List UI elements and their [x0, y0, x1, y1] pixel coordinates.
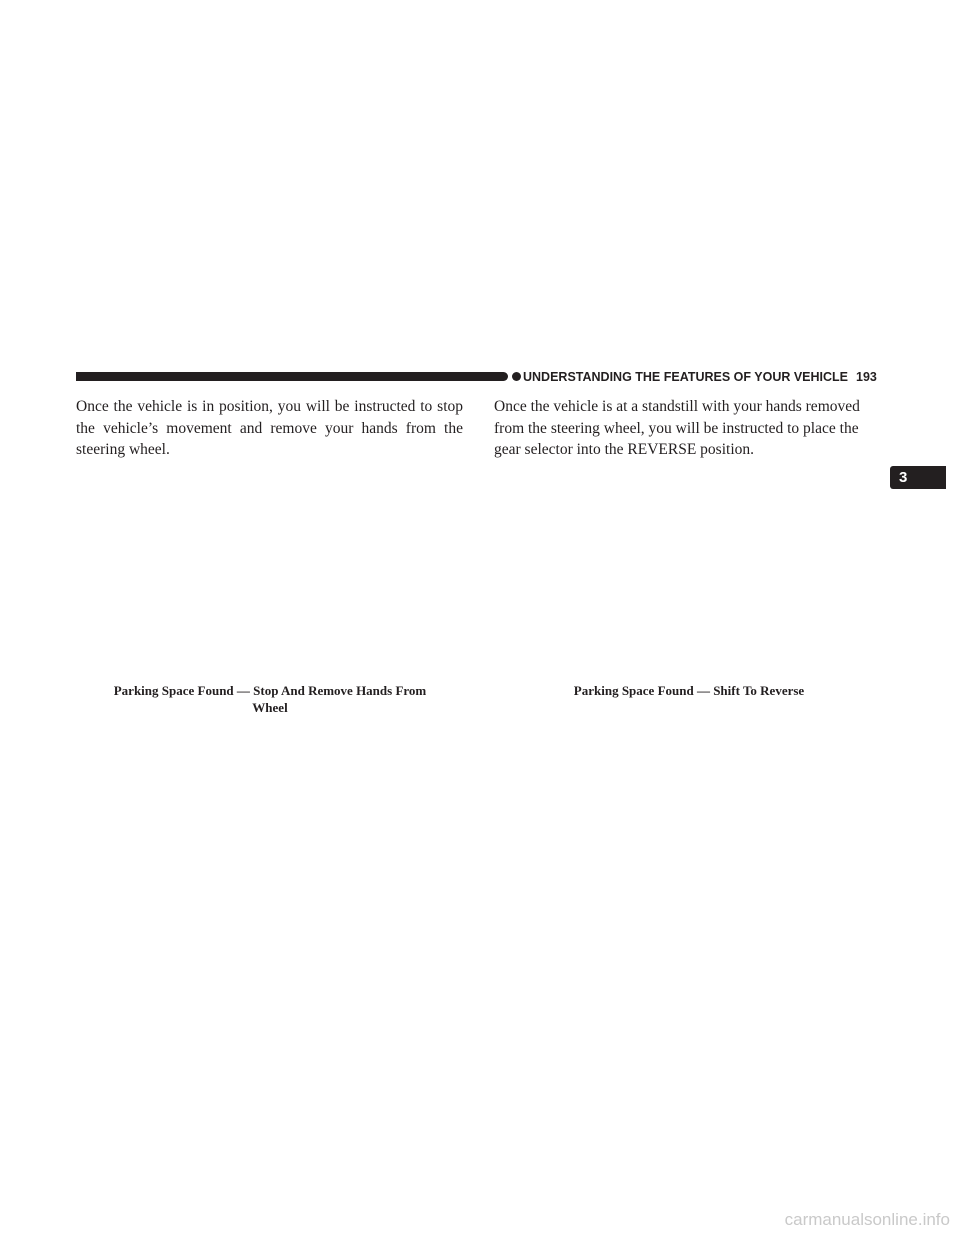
right-figure-caption: Parking Space Found — Shift To Reverse	[573, 683, 805, 698]
left-caption-line-1: Parking Space Found — Stop And Remove Hands From	[113, 683, 427, 698]
page-number: 193	[856, 370, 877, 384]
left-column-paragraph: Once the vehicle is in position, you will be instructed to stop the vehicle’s movement and remove your hands from the steering wheel.	[76, 398, 463, 458]
header-rule-dot	[512, 372, 521, 381]
running-header	[523, 369, 883, 385]
left-figure-caption	[76, 682, 464, 716]
left-caption-line-2: Wheel	[252, 700, 288, 715]
header-rule-bar	[76, 372, 508, 381]
right-column-paragraph: Once the vehicle is at a standstill with your hands removed from the steering wheel, you will be instructed to place the gear selector into the REVERSE position.	[494, 398, 860, 458]
watermark: carmanualsonline.info	[784, 1210, 950, 1229]
section-title: UNDERSTANDING THE FEATURES OF YOUR VEHICLE	[523, 370, 849, 384]
chapter-tab: 3	[890, 466, 946, 489]
